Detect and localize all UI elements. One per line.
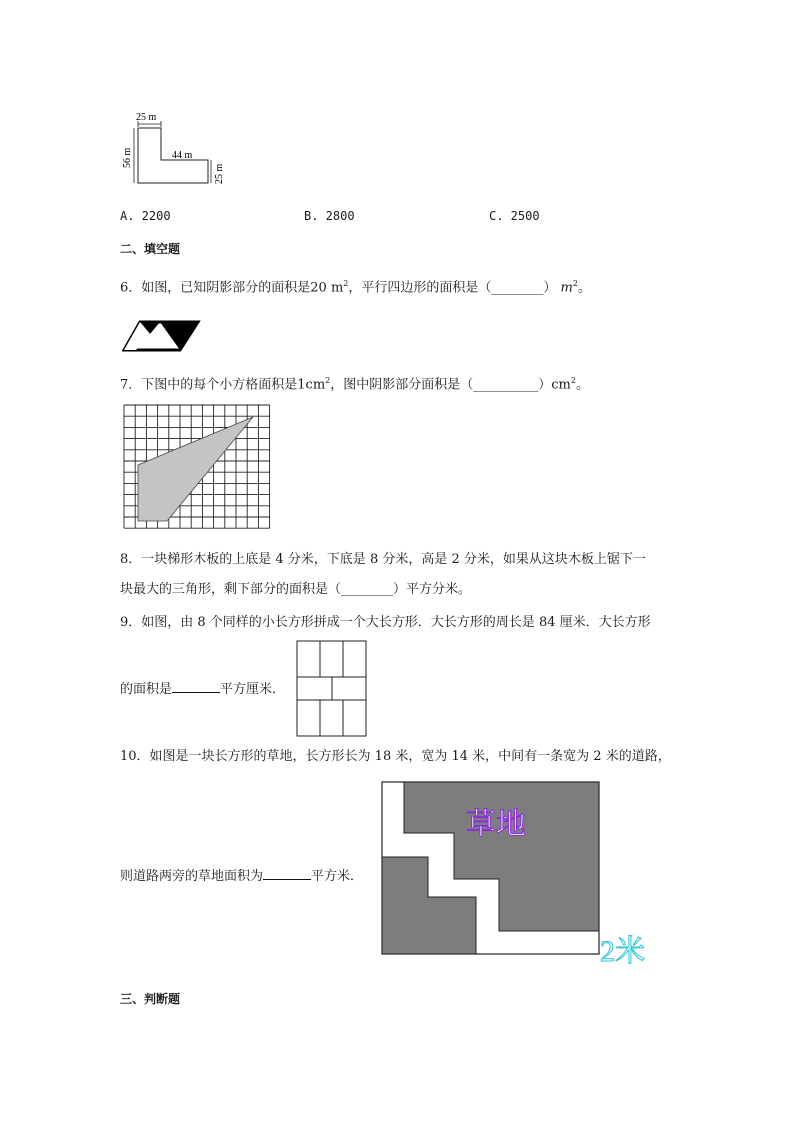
section-true-false-title: 三、判断题	[120, 992, 181, 1006]
answer-blank-10[interactable]	[263, 879, 311, 880]
road-width-label: 2米	[600, 935, 645, 968]
question-9-line-2: 的面积是 平方厘米．	[120, 682, 286, 697]
dim-right-label: 25 m	[214, 163, 225, 184]
grassland-figure	[378, 778, 660, 972]
answer-blank-8[interactable]: ________	[341, 582, 394, 597]
answer-blank-9[interactable]	[172, 692, 220, 693]
dim-mid-label: 44 m	[172, 150, 193, 161]
question-9-line-1: 9．如图，由 8 个同样的小长方形拼成一个大长方形．大长方形的周长是 84 厘米．大长方形	[120, 615, 651, 630]
option-a[interactable]: A. 2200	[120, 209, 171, 223]
question-8-line-1: 8．一块梯形木板的上底是 4 分米，下底是 8 分米，高是 2 分米，如果从这块木板上锯下一	[120, 552, 646, 567]
answer-blank-7[interactable]: __________	[473, 377, 539, 393]
section-fill-blank-title: 二、填空题	[120, 242, 181, 256]
grid-figure	[120, 402, 274, 538]
dim-left-label: 56 m	[122, 147, 133, 168]
question-10-line-1: 10．如图是一块长方形的草地，长方形长为 18 米，宽为 14 米，中间有一条宽为 2 米的道路，	[120, 749, 671, 764]
dim-top-label: 25 m	[136, 112, 157, 123]
grass-label: 草地	[466, 808, 526, 841]
question-7: 7．下图中的每个小方格面积是$1cm^2$，图中阴影部分面积是$(\_\_\_\_\_\_\_\_\_\_)cm^2$。	[120, 376, 589, 393]
option-c[interactable]: C. 2500	[489, 209, 540, 223]
question-6: 6．如图，已知阴影部分的面积是20 $m^2$，平行四边形的面积是（________） $m^2$。	[120, 279, 591, 296]
parallelogram-figure	[122, 318, 202, 354]
question-10-line-2: 则道路两旁的草地面积为 平方米．	[120, 869, 364, 884]
option-b[interactable]: B. 2800	[304, 209, 355, 223]
l-shape-figure	[118, 108, 228, 188]
rectangles-figure	[296, 640, 368, 738]
answer-blank-6[interactable]: ________	[491, 280, 544, 296]
question-8-line-2: 块最大的三角形，剩下部分的面积是（________）平方分米。	[120, 582, 472, 597]
